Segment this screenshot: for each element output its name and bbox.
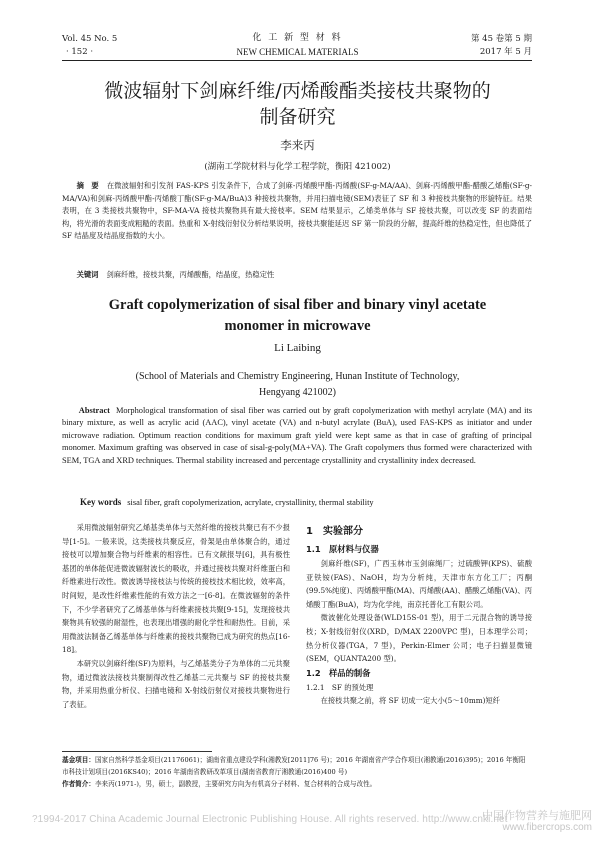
site-watermark-cn: 中国作物营养与施肥网 [482,809,592,822]
author-bio-label: 作者简介： [62,780,95,788]
title-en-line2: monomer in microwave [224,318,371,334]
funding-note [62,754,532,778]
author-bio-note [62,778,532,790]
keywords-en-label: Key words [80,497,122,507]
footnotes [62,754,532,790]
intro-paragraph-2: 本研究以剑麻纤维(SF)为原料，与乙烯基类分子为单体的二元共聚物，通过微波法接枝共聚制得改性乙烯基二元共聚与 SF 的接枝共聚物，并采用热重分析仪、扫描电镜和 X-射线衍射仪对接枝共聚物进行了表征。 [62,658,290,709]
author-en: Li Laibing [274,342,321,354]
subsection-heading-materials: 1.1 原材料与仪器 [306,544,379,554]
title-cn-line2: 制备研究 [259,106,336,128]
abstract-en-text: Morphological transformation of sisal fiber was carried out by graft copolymerization with methyl acrylate (MA) and its binary mixture, as well as acrylic acid (AAC), vinyl acetate (VA) and n-butyl acrylate (BuA), used FAS-KPS as initiator and under microwave radiation. Optimum reaction conditions for maximum graft yield were kept same as that in case of grafting of principal monomer. Maximum grafting was observed in case of sisal-g-poly(MA+VA). The Graft copolymers thus formed were characterized with SEM, TGA and XRD techniques. Thermal stability increased and percentage crystallinity and crystallinity index decreased. [62,406,532,465]
keywords-cn [62,269,532,282]
body-left-column [62,521,290,711]
author-cn: 李来丙 [280,138,315,152]
header-volume: Vol. 45 No. 5 [62,34,118,44]
subsection-heading-preparation: 1.2 样品的制备 [306,667,371,678]
affiliation-en-line1: (School of Materials and Chemistry Engineering, Hunan Institute of Technology, [135,371,460,382]
funding-text: 国家自然科学基金项目(21176061)；湖南省重点建设学科(湘教发[2011]76 号)；2016 年湖南省产学合作项目(湘教通(2016)395)；2016 年衡阳市科技计划项目(2016KS40)；2016 年湖南省教研改革项目(湖南省教育厅湘教通(2016)400 号) [62,756,526,776]
header-rule [62,60,532,61]
abstract-cn-label: 摘 要 [76,181,99,190]
body-right-column [306,521,532,708]
affiliation-en-line2: Hengyang 421002) [259,387,336,398]
intro-paragraph-1: 采用微波辐射研究乙烯基类单体与天然纤维的接枝共聚已有不少报导[1-5]。一般来说，这类接枝共聚反应，骨架是由单体聚合的，通过接枝可以增加聚合物与纤维素的相容性。已有文献报导[6]，具有极性基团的单体能促进微波辐射波长的吸收，并通过接枝共聚对纤维蛋白和纤维素进行改性。微波诱导接枝法与传统的接枝技术相比较，效率高，时间短，是改性纤维素性能的有效方法之一[6-8]。在微波辐射的条件下，不少学者研究了乙烯基单体与纤维素接枝共聚[9-15]，发现接枝共聚物具有较强的耐湿性，也表现出增强的耐化学性和耐热性。目前，采用微波法制备乙烯基单体与纤维素的接枝共聚物已成为研究的热点[16-18]。 [62,523,290,655]
title-cn-line1: 微波辐射下剑麻纤维/丙烯酸酯类接枝共聚物的 [104,80,491,102]
author-bio-text: 李来丙(1971-)，男，硕士，副教授，主要研究方向为有机高分子材料、复合材料的合成与改性。 [94,780,377,788]
abstract-en-label: Abstract [78,406,110,415]
abstract-cn [62,180,532,243]
funding-label: 基金项目： [62,756,95,764]
subsubsection-heading-pretreatment: 1.2.1 SF 的预处理 [306,682,374,692]
keywords-en-text: sisal fiber, graft copolymerization, acrylate, crystallinity, thermal stability [127,498,374,507]
site-watermark [442,810,592,834]
header-date: 2017 年 5 月 [479,47,532,57]
title-en-line1: Graft copolymerization of sisal fiber and binary vinyl acetate [108,297,487,313]
affiliation-cn: (湖南工学院材料与化学工程学院，衡阳 421002) [204,162,391,172]
instruments-paragraph: 微波催化处理设备(WLD15S-01 型)，用于二元混合物的诱导接枝；X-射线衍射仪(XRD，D/MAX 2200VPC 型)，日本理学公司；热分析仪器(TGA，7 型)，Perkin-Elmer 公司；电子扫描显微镜(SEM，QUANTA200 型)。 [306,613,532,664]
section-heading-experimental: 1 实验部分 [306,526,363,537]
footnote-rule [62,751,212,752]
materials-paragraph: 剑麻纤维(SF)，广西玉林市玉剑麻绳厂；过硫酸钾(KPS)、硫酸亚铁铵(FAS)、NaOH，均为分析纯，天津市东方化工厂；丙酮(99.5%纯度)、丙烯酸甲酯(MA)、丙烯酸(AA)、醋酸乙烯酯(VA)、丙烯酸丁酯(BuA)，均为化学纯，南京托普化工有限公司。 [306,559,532,609]
header-page-number: · 152 · [66,47,94,57]
abstract-en [62,405,532,467]
keywords-cn-text: 剑麻纤维，接枝共聚，丙烯酸酯，结晶度，热稳定性 [106,270,275,279]
header-journal-en: NEW CHEMICAL MATERIALS [236,47,359,57]
keywords-cn-label: 关键词 [76,270,99,279]
cnki-watermark: ?1994-2017 China Academic Journal Electronic Publishing House. All rights reserved. http://www.cnki.net [32,814,508,825]
keywords-en [80,497,532,507]
abstract-cn-text: 在微波辐射和引发剂 FAS-KPS 引发条件下，合成了剑麻-丙烯酸甲酯-丙烯酸(SF-g-MA/AA)、剑麻-丙烯酸甲酯-醋酸乙烯酯(SF-g-MA/VA)和剑麻-丙烯酸甲酯-丙烯酸丁酯(SF-g-MA/BuA)3 种接枝共聚物，并用扫描电镜(SEM)表征了 SF 和 3 种接枝共聚物的形貌特征。结果表明，在 3 类接枝共聚物中，SF-MA-VA 接枝共聚物具有最大接枝率。SEM 结果显示，乙烯类单体与 SF 接枝共聚，可以改变 SF 的表面结构，将光滑的表面变成粗糙的表面。热重和 X-射线衍射仪分析结果说明，接枝共聚能延迟 SF 第一阶段的分解，提高纤维的热稳定性，但也降低了 SF 结晶度及结晶度指数的大小。 [62,181,532,241]
header-issue: 第 45 卷第 5 期 [470,34,532,44]
header-journal-cn: 化 工 新 型 材 料 [252,33,343,43]
pretreatment-paragraph: 在接枝共聚之前，将 SF 切成一定大小(5～10mm)短纤 [320,696,501,706]
site-watermark-url: www.fibercrops.com [502,822,592,833]
